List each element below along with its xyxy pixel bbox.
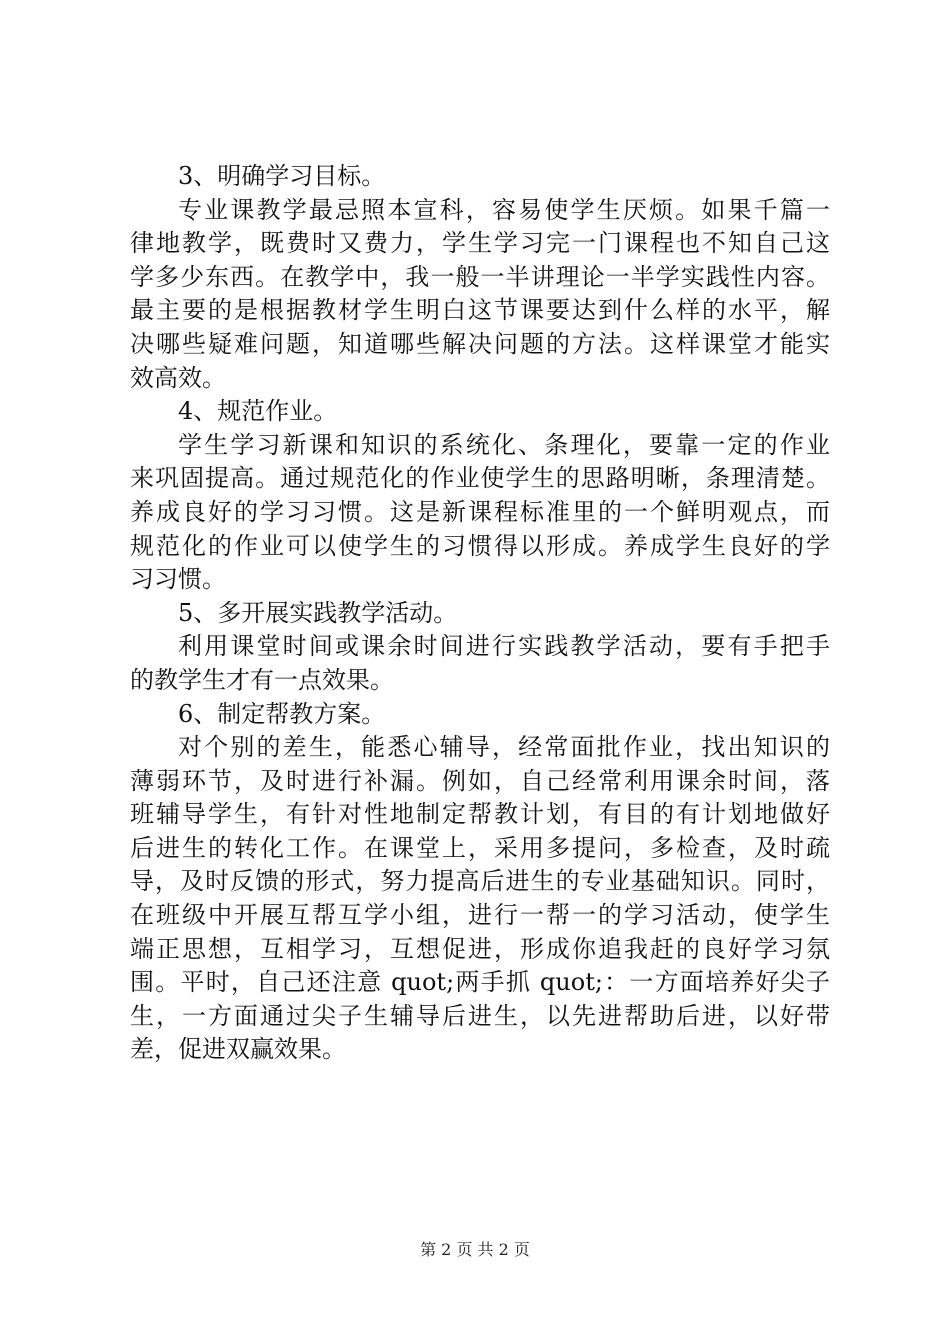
- text-line: 来巩固提高。通过规范化的作业使学生的思路明晰，条理清楚。: [130, 464, 830, 493]
- text-line: 班辅导学生，有针对性地制定帮教计划，有目的有计划地做好: [130, 800, 830, 829]
- text-line: 最主要的是根据教材学生明白这节课要达到什么样的水平，解: [130, 296, 830, 325]
- text-line: 薄弱环节，及时进行补漏。例如，自己经常利用课余时间，落: [130, 766, 830, 795]
- text-line: 习习惯。: [130, 565, 226, 594]
- text-line: 4、规范作业。: [178, 397, 338, 426]
- text-line: 差，促进双赢效果。: [130, 1035, 346, 1064]
- text-line: 围。平时，自己还注意 quot;两手抓 quot;：一方面培养好尖子: [130, 968, 830, 997]
- text-line: 学生学习新课和知识的系统化、条理化，要靠一定的作业: [178, 430, 830, 459]
- text-line: 生，一方面通过尖子生辅导后进生，以先进帮助后进，以好带: [130, 1001, 830, 1030]
- text-line: 规范化的作业可以使学生的习惯得以形成。养成学生良好的学: [130, 531, 830, 560]
- text-line: 3、明确学习目标。: [178, 162, 386, 190]
- text-line: 学多少东西。在教学中，我一般一半讲理论一半学实践性内容。: [130, 262, 830, 291]
- document-body: [130, 160, 830, 1067]
- text-line: 决哪些疑难问题，知道哪些解决问题的方法。这样课堂才能实: [130, 329, 830, 358]
- text-line: 专业课教学最忌照本宣科，容易使学生厌烦。如果千篇一: [178, 195, 830, 224]
- text-line: 的教学生才有一点效果。: [130, 665, 394, 694]
- text-line: 养成良好的学习习惯。这是新课程标准里的一个鲜明观点，而: [130, 497, 830, 526]
- page-footer: 第 2 页 共 2 页: [420, 1240, 530, 1259]
- text-line: 利用课堂时间或课余时间进行实践教学活动，要有手把手: [178, 632, 830, 661]
- text-line: 后进生的转化工作。在课堂上，采用多提问，多检查，及时疏: [130, 833, 830, 862]
- text-line: 端正思想，互相学习，互想促进，形成你追我赶的良好学习氛: [130, 934, 830, 963]
- text-line: 5、多开展实践教学活动。: [178, 598, 458, 627]
- text-line: 6、制定帮教方案。: [178, 699, 386, 728]
- text-line: 律地教学，既费时又费力，学生学习完一门课程也不知自己这: [130, 229, 830, 258]
- text-line: 导，及时反馈的形式，努力提高后进生的专业基础知识。同时，: [130, 867, 830, 896]
- text-line: 效高效。: [130, 363, 226, 392]
- text-line: 对个别的差生，能悉心辅导，经常面批作业，找出知识的: [178, 733, 830, 762]
- text-line: 在班级中开展互帮互学小组，进行一帮一的学习活动，使学生: [130, 901, 830, 930]
